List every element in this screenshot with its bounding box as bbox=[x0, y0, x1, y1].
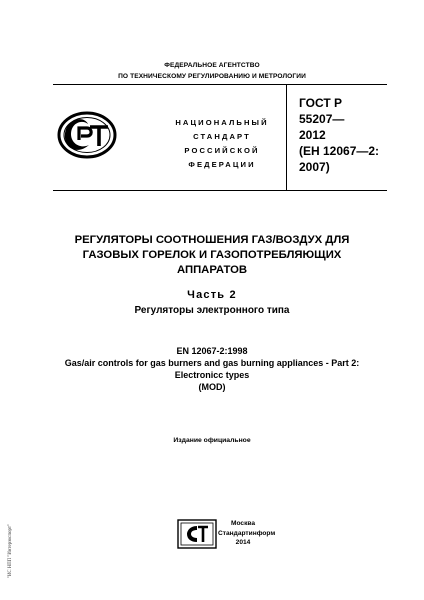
agency-name-line2: ПО ТЕХНИЧЕСКОМУ РЕГУЛИРОВАНИЮ И МЕТРОЛОГИИ bbox=[118, 73, 306, 80]
rst-logo-icon bbox=[57, 110, 117, 160]
title-line: ГАЗОВЫХ ГОРЕЛОК И ГАЗОПОТРЕБЛЯЮЩИХ bbox=[82, 249, 342, 261]
gost-line: 2012 bbox=[299, 128, 326, 142]
national-line: НАЦИОНАЛЬНЫЙ bbox=[175, 118, 269, 127]
national-standard-label bbox=[162, 116, 282, 172]
document-title bbox=[40, 233, 384, 278]
en-line: Electronicc types bbox=[174, 370, 250, 380]
vertical-rule bbox=[286, 84, 287, 191]
gost-designation bbox=[299, 95, 399, 175]
title-line: РЕГУЛЯТОРЫ СООТНОШЕНИЯ ГАЗ/ВОЗДУХ ДЛЯ bbox=[74, 234, 350, 246]
international-reference bbox=[30, 345, 394, 393]
national-line: ФЕДЕРАЦИИ bbox=[188, 160, 256, 169]
national-line: РОССИЙСКОЙ bbox=[184, 146, 260, 155]
top-rule bbox=[53, 84, 387, 85]
publisher-line: Стандартинформ bbox=[218, 529, 276, 537]
publisher-logo-icon bbox=[177, 519, 217, 549]
side-watermark-note: "ИС НПП "Интерэкспорт" bbox=[8, 524, 13, 578]
en-line: EN 12067-2:1998 bbox=[176, 346, 248, 356]
part-title: Регуляторы электронного типа bbox=[134, 305, 290, 316]
gost-line: (ЕН 12067—2: bbox=[299, 144, 380, 158]
en-line: Gas/air controls for gas burners and gas burning appliances - Part 2: bbox=[64, 358, 360, 368]
national-line: СТАНДАРТ bbox=[193, 132, 251, 141]
edition-label: Издание официальное bbox=[173, 437, 251, 444]
part-number: Часть 2 bbox=[187, 289, 237, 301]
title-line: АППАРАТОВ bbox=[176, 264, 248, 276]
publisher-line: 2014 bbox=[235, 539, 251, 546]
publisher-line: Москва bbox=[230, 520, 256, 527]
gost-line: 2007) bbox=[299, 160, 330, 174]
en-line: (MOD) bbox=[198, 382, 226, 392]
agency-name-line1: ФЕДЕРАЛЬНОЕ АГЕНТСТВО bbox=[164, 62, 260, 69]
publisher-info bbox=[218, 519, 276, 548]
gost-line: 55207— bbox=[299, 112, 345, 126]
gost-line: ГОСТ Р bbox=[299, 96, 343, 110]
bottom-rule bbox=[53, 190, 387, 191]
